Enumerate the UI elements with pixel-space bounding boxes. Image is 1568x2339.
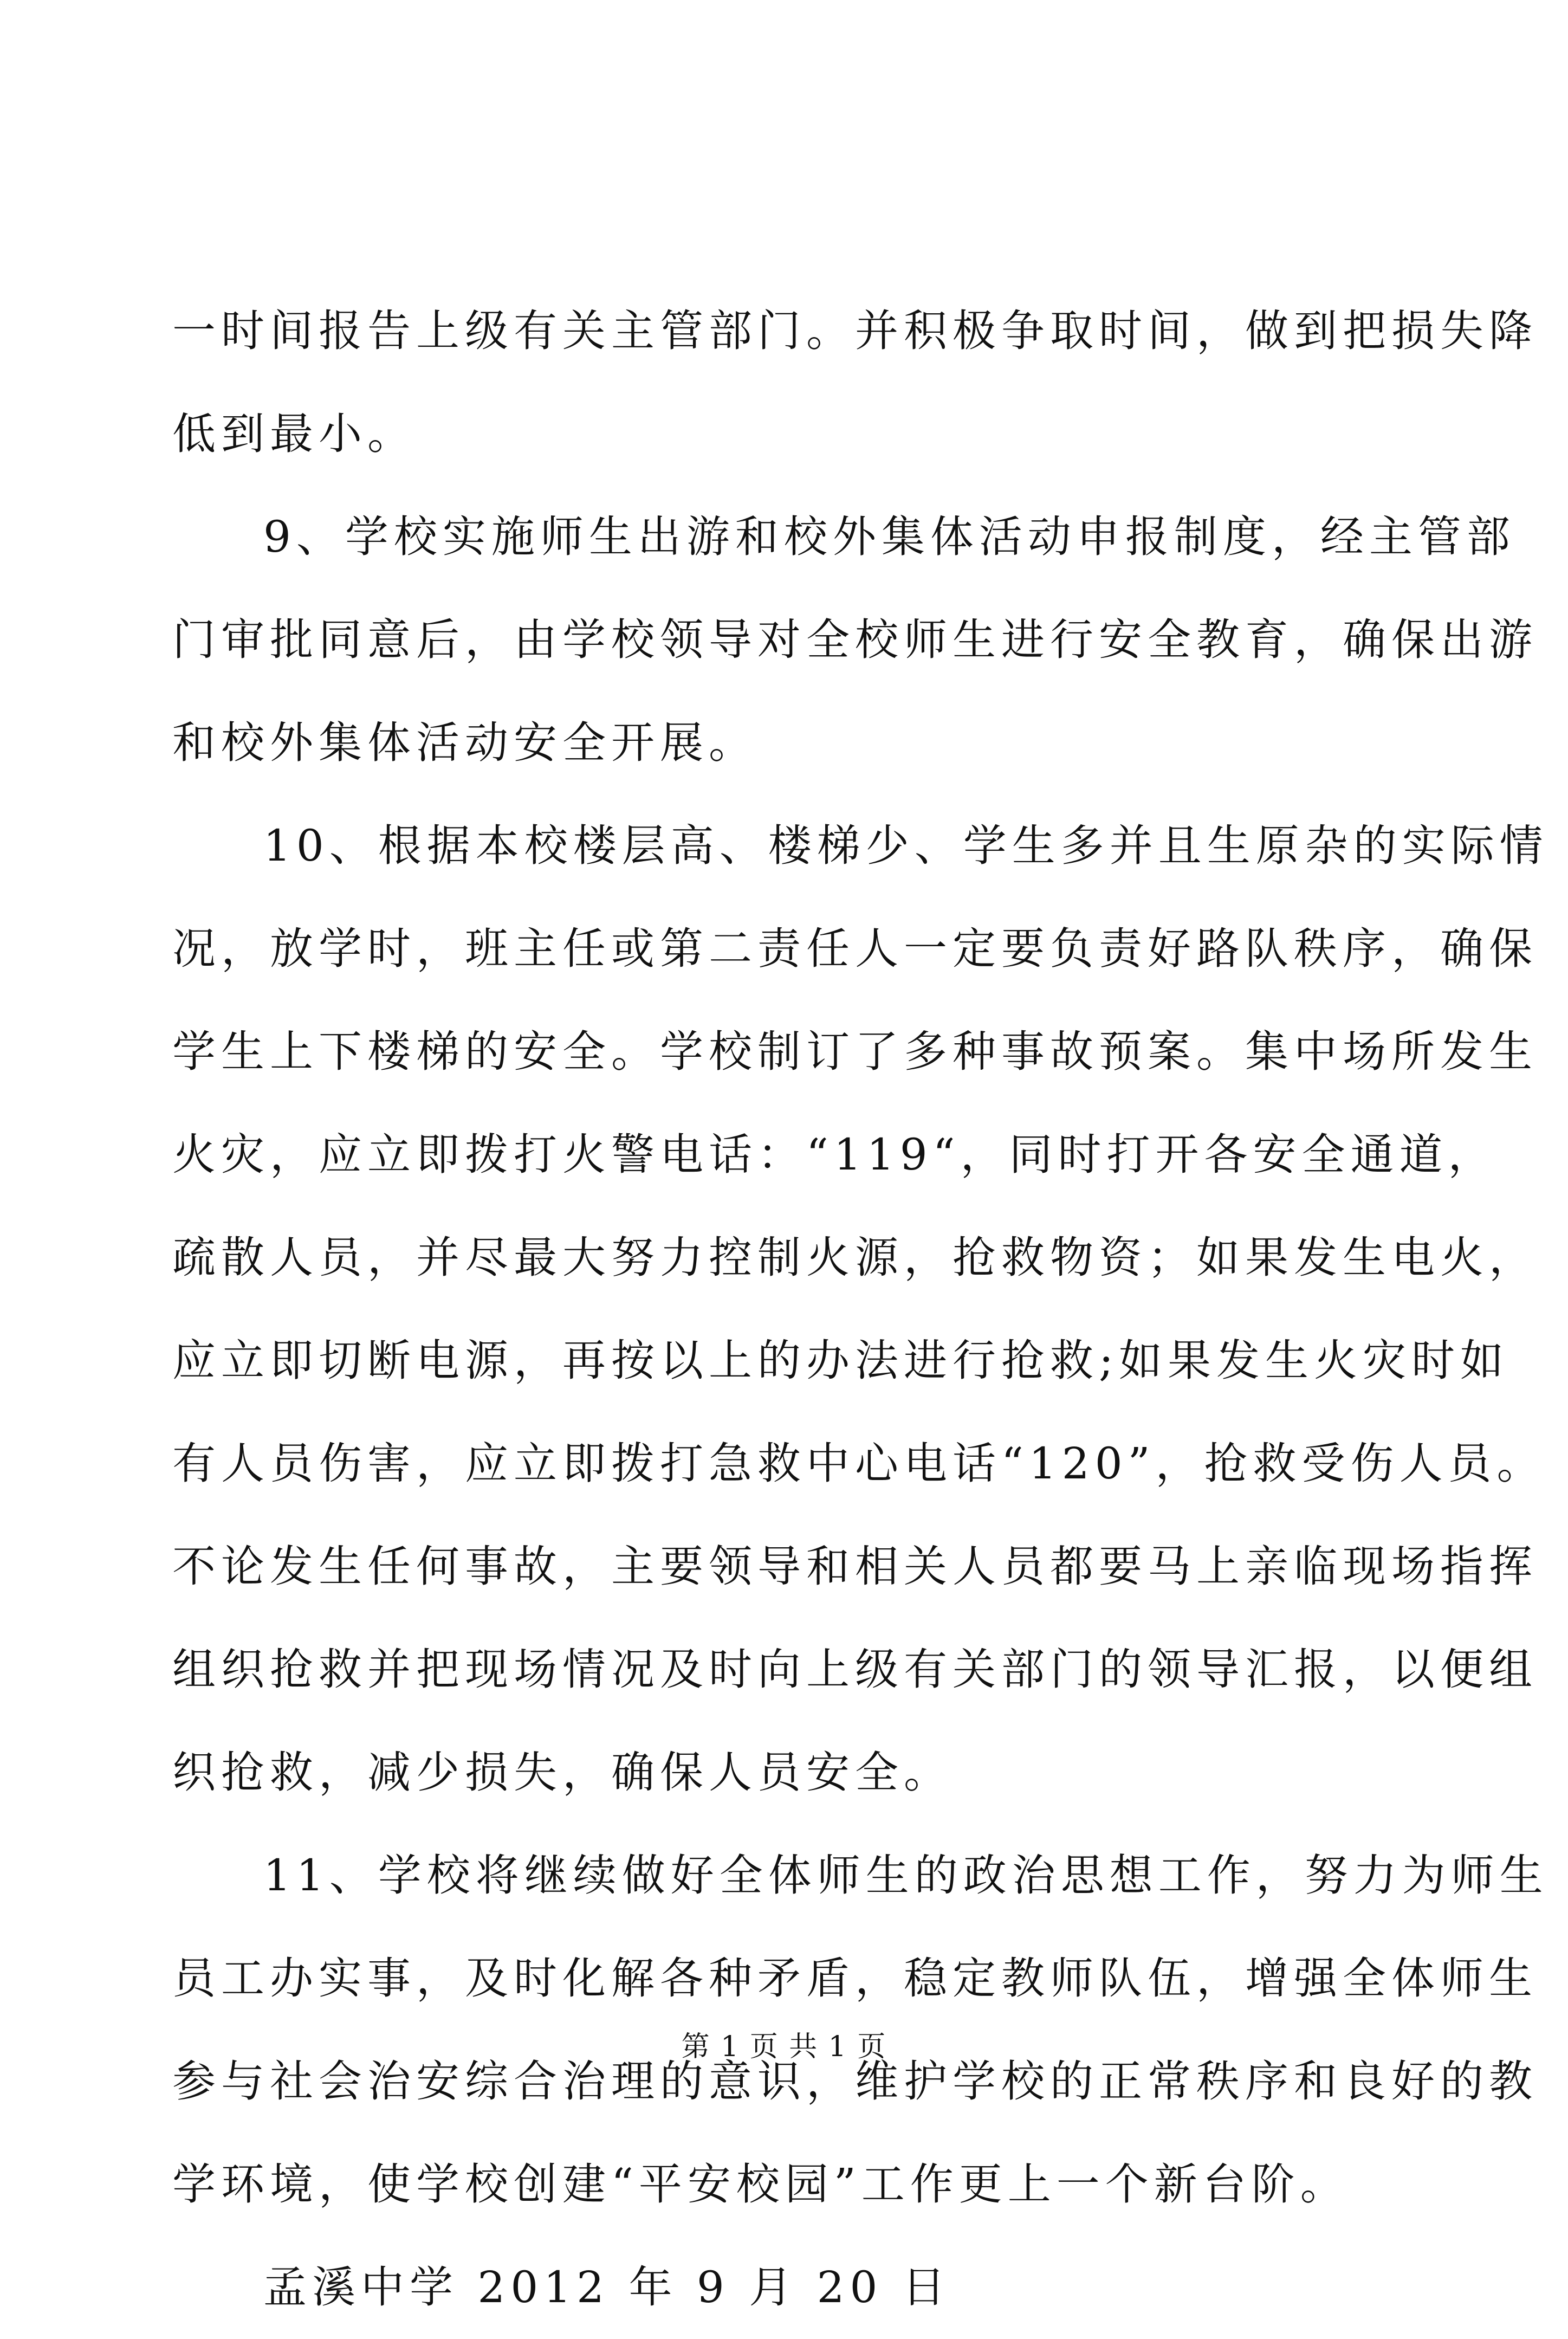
text-line: 参与社会治安综合治理的意识，维护学校的正常秩序和良好的教 — [172, 2056, 1538, 2107]
text-line: 不论发生任何事故，主要领导和相关人员都要马上亲临现场指挥 — [172, 1541, 1538, 1592]
page-footer: 第 1 页 共 1 页 — [681, 2031, 887, 2063]
paragraph-11-line: 11、学校将继续做好全体师生的政治思想工作，努力为师生 — [263, 1850, 1548, 1901]
paragraph-9-line: 9、学校实施师生出游和校外集体活动申报制度，经主管部 — [263, 512, 1515, 562]
text-line: 有人员伤害，应立即拨打急救中心电话“120”，抢救受伤人员。 — [172, 1438, 1546, 1489]
text-line: 和校外集体活动安全开展。 — [172, 718, 757, 768]
signature-date-line: 孟溪中学 2012 年 9 月 20 日 — [263, 2262, 951, 2312]
text-line: 疏散人员，并尽最大努力控制火源，抢救物资；如果发生电火， — [172, 1232, 1538, 1283]
text-line: 一时间报告上级有关主管部门。并积极争取时间，做到把损失降 — [172, 306, 1538, 356]
text-line: 门审批同意后，由学校领导对全校师生进行安全教育，确保出游 — [172, 615, 1538, 665]
text-line: 低到最小。 — [172, 409, 416, 459]
text-line: 学环境，使学校创建“平安校园”工作更上一个新台阶。 — [172, 2159, 1349, 2209]
text-line: 员工办实事，及时化解各种矛盾，稳定教师队伍，增强全体师生 — [172, 1953, 1538, 2004]
text-line: 学生上下楼梯的安全。学校制订了多种事故预案。集中场所发生 — [172, 1026, 1538, 1077]
text-line: 织抢救，减少损失，确保人员安全。 — [172, 1747, 953, 1798]
text-line: 火灾，应立即拨打火警电话：“119“，同时打开各安全通道， — [172, 1129, 1497, 1180]
text-line: 况，放学时，班主任或第二责任人一定要负责好路队秩序，确保 — [172, 923, 1538, 974]
text-line: 应立即切断电源，再按以上的办法进行抢救;如果发生火灾时如 — [172, 1335, 1509, 1386]
paragraph-10-line: 10、根据本校楼层高、楼梯少、学生多并且生原杂的实际情 — [263, 820, 1548, 871]
text-line: 组织抢救并把现场情况及时向上级有关部门的领导汇报，以便组 — [172, 1644, 1538, 1695]
